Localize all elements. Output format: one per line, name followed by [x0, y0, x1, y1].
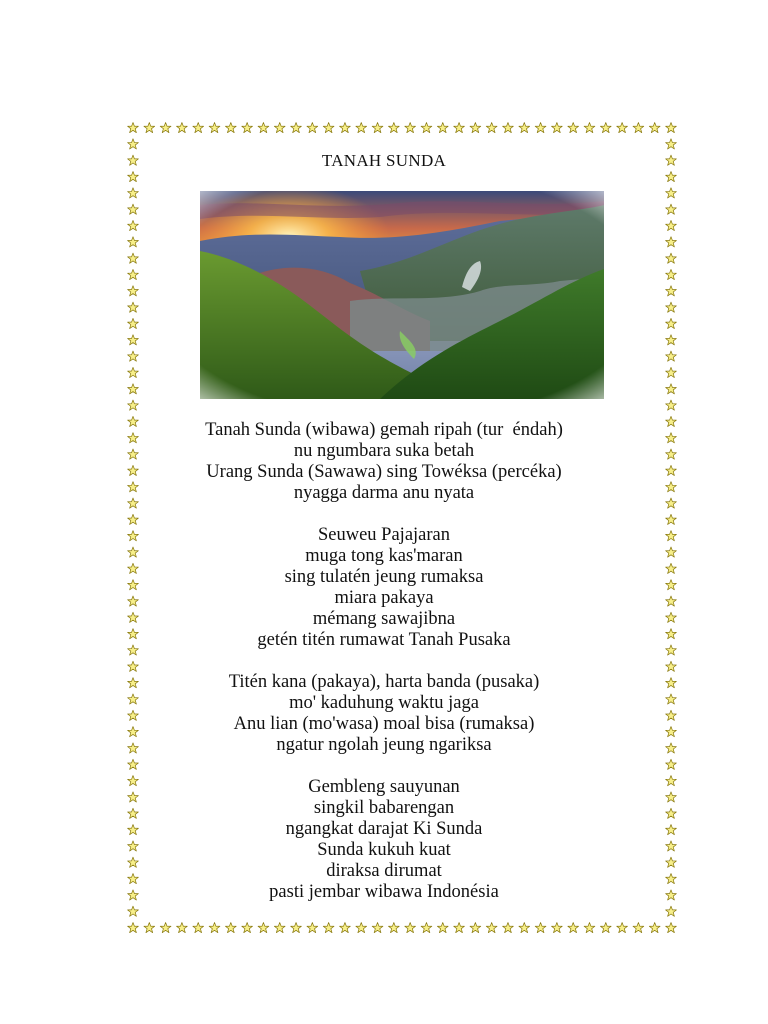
page-title: TANAH SUNDA [321, 151, 447, 170]
star-icon [388, 922, 399, 932]
star-icon [568, 122, 579, 132]
poem-line: sing tulatén jeung rumaksa [284, 567, 484, 587]
star-icon [128, 188, 139, 198]
star-icon [193, 922, 204, 932]
star-icon [666, 922, 677, 932]
star-icon [193, 122, 204, 132]
star-icon [551, 922, 562, 932]
star-icon [649, 122, 660, 132]
poem-line: singkil babarengan [313, 798, 455, 818]
star-icon [291, 922, 302, 932]
poem-line: getén titén rumawat Tanah Pusaka [257, 630, 511, 650]
star-icon [666, 351, 677, 361]
star-icon [421, 922, 432, 932]
star-icon [128, 384, 139, 394]
star-icon [437, 122, 448, 132]
star-icon [666, 286, 677, 296]
star-icon [225, 122, 236, 132]
poem-line: ngangkat darajat Ki Sunda [285, 819, 483, 839]
star-icon [128, 286, 139, 296]
star-icon [470, 922, 481, 932]
star-icon [128, 269, 139, 279]
star-icon [209, 922, 220, 932]
star-icon [242, 122, 253, 132]
poem-line: diraksa dirumat [326, 861, 442, 881]
star-icon [372, 922, 383, 932]
star-icon [666, 269, 677, 279]
poem-line: mémang sawajibna [312, 609, 456, 629]
star-icon [128, 122, 139, 132]
star-icon [128, 139, 139, 149]
poem-body [0, 420, 768, 924]
star-icon [225, 922, 236, 932]
star-icon [242, 922, 253, 932]
star-icon [128, 367, 139, 377]
star-icon [666, 384, 677, 394]
star-icon [503, 122, 514, 132]
star-icon [291, 122, 302, 132]
star-icon [128, 318, 139, 328]
star-icon [519, 122, 530, 132]
star-icon [307, 922, 318, 932]
poem-line: muga tong kas'maran [305, 546, 463, 566]
star-icon [258, 922, 269, 932]
star-icon [454, 922, 465, 932]
star-icon [617, 922, 628, 932]
star-icon [519, 922, 530, 932]
poem-line: Sunda kukuh kuat [317, 840, 451, 860]
star-icon [666, 400, 677, 410]
star-icon [356, 922, 367, 932]
poem-line: Anu lian (mo'wasa) moal bisa (rumaksa) [233, 714, 535, 734]
star-icon [128, 171, 139, 181]
star-icon [128, 204, 139, 214]
star-icon [666, 139, 677, 149]
star-icon [128, 351, 139, 361]
poem-line: pasti jembar wibawa Indonésia [269, 882, 499, 902]
star-icon [323, 922, 334, 932]
star-icon [666, 302, 677, 312]
star-icon [405, 122, 416, 132]
star-icon [128, 335, 139, 345]
star-icon [617, 122, 628, 132]
star-icon [568, 922, 579, 932]
star-icon [666, 220, 677, 230]
star-icon [666, 253, 677, 263]
star-icon [388, 122, 399, 132]
star-icon [551, 122, 562, 132]
star-icon [584, 122, 595, 132]
star-icon [144, 122, 155, 132]
star-icon [584, 922, 595, 932]
star-icon [340, 922, 351, 932]
star-icon [128, 400, 139, 410]
poem-line: nyagga darma anu nyata [293, 483, 475, 503]
star-icon [160, 122, 171, 132]
star-icon [666, 318, 677, 328]
star-icon [666, 171, 677, 181]
poem-line: mo' kaduhung waktu jaga [289, 693, 479, 713]
poem-line: miara pakaya [334, 588, 434, 608]
poem-line: ngatur ngolah jeung ngariksa [276, 735, 492, 755]
star-icon [633, 922, 644, 932]
star-icon [454, 122, 465, 132]
star-icon [535, 922, 546, 932]
star-icon [340, 122, 351, 132]
star-icon [503, 922, 514, 932]
star-icon [258, 122, 269, 132]
star-icon [177, 122, 188, 132]
star-icon [372, 122, 383, 132]
star-icon [666, 335, 677, 345]
poem-line: Gembleng sauyunan [308, 777, 460, 797]
star-icon [649, 922, 660, 932]
star-icon [128, 237, 139, 247]
star-icon [535, 122, 546, 132]
poem-line: Titén kana (pakaya), harta banda (pusaka) [228, 672, 540, 692]
star-icon [666, 237, 677, 247]
star-icon [274, 922, 285, 932]
poem-line: Seuweu Pajajaran [317, 525, 451, 545]
poem-line: nu ngumbara suka betah [293, 441, 475, 461]
star-icon [356, 122, 367, 132]
star-icon [128, 253, 139, 263]
star-icon [274, 122, 285, 132]
star-icon [486, 122, 497, 132]
star-icon [437, 922, 448, 932]
stanza-1 [0, 420, 768, 504]
poem-line: Urang Sunda (Sawawa) sing Towéksa (percéka) [206, 462, 562, 482]
star-icon [177, 922, 188, 932]
star-icon [600, 922, 611, 932]
star-icon [470, 122, 481, 132]
stanza-2 [0, 525, 768, 651]
star-icon [209, 122, 220, 132]
star-icon [160, 922, 171, 932]
stanza-4 [0, 777, 768, 903]
star-icon [128, 922, 139, 932]
star-icon [666, 204, 677, 214]
star-icon [307, 122, 318, 132]
star-icon [128, 220, 139, 230]
star-icon [128, 302, 139, 312]
star-icon [666, 188, 677, 198]
star-icon [144, 922, 155, 932]
star-icon [421, 122, 432, 132]
star-icon [600, 122, 611, 132]
stanza-3 [0, 672, 768, 756]
star-icon [323, 122, 334, 132]
mountain-landscape-photo [200, 191, 604, 399]
star-icon [666, 367, 677, 377]
poem-line: Tanah Sunda (wibawa) gemah ripah (tur éndah) [205, 420, 563, 440]
star-icon [405, 922, 416, 932]
star-icon [666, 122, 677, 132]
star-icon [486, 922, 497, 932]
star-icon [633, 122, 644, 132]
